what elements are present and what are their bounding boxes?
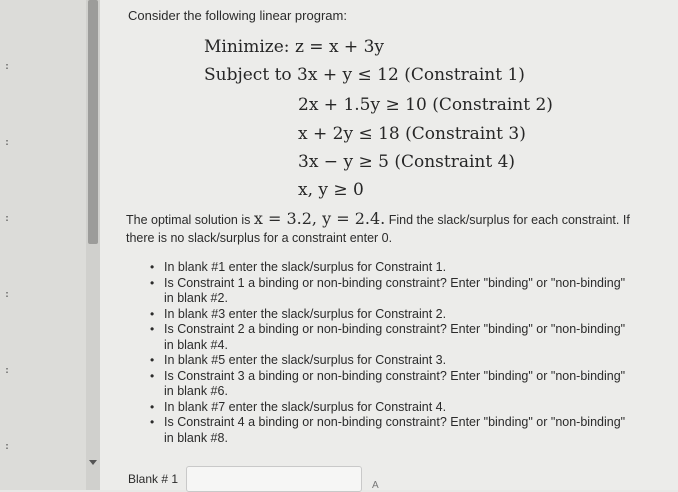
nonnegativity-line <box>298 180 364 200</box>
margin-tick-icon: : <box>4 441 11 452</box>
list-item: • Is Constraint 2 a binding or non-binding constraint? Enter "binding" or "non-binding" in blank #4. <box>148 322 638 353</box>
constraint-name: (Constraint 4) <box>394 152 516 172</box>
constraint-line-3 <box>298 124 526 144</box>
list-item: • Is Constraint 3 a binding or non-binding constraint? Enter "binding" or "non-binding" in blank #6. <box>148 369 638 400</box>
question-intro: Consider the following linear program: <box>128 8 347 23</box>
constraint-name: (Constraint 2) <box>432 95 553 115</box>
constraint-line-1 <box>204 65 525 85</box>
list-item: • In blank #1 enter the slack/surplus for Constraint 1. <box>148 260 638 276</box>
blank-1-label: Blank # 1 <box>128 472 179 486</box>
instruction-list <box>148 260 638 446</box>
constraint-name: (Constraint 1) <box>404 65 525 85</box>
blank-1-input[interactable] <box>186 466 362 492</box>
subject-to-label: Subject to <box>204 65 292 85</box>
left-margin <box>0 0 86 490</box>
list-item: • Is Constraint 4 a binding or non-binding constraint? Enter "binding" or "non-binding" in blank #8. <box>148 415 638 446</box>
constraint-expression: 3x + y ≤ 12 <box>297 65 399 85</box>
objective-label: Minimize: <box>204 37 290 57</box>
constraint-expression: x + 2y ≤ 18 <box>298 124 400 144</box>
list-item: • In blank #5 enter the slack/surplus for Constraint 3. <box>148 353 638 369</box>
margin-tick-icon: : <box>4 61 11 72</box>
optimal-solution-text <box>126 210 636 247</box>
nonnegativity-expression: x, y ≥ 0 <box>298 180 364 200</box>
constraint-name: (Constraint 3) <box>405 124 526 144</box>
objective-line <box>204 37 384 57</box>
margin-tick-icon: : <box>4 289 11 300</box>
constraint-expression: 3x − y ≥ 5 <box>298 152 389 172</box>
scroll-down-arrow-icon[interactable] <box>89 460 97 465</box>
constraint-line-4 <box>298 152 515 172</box>
list-item: • In blank #3 enter the slack/surplus for Constraint 2. <box>148 307 638 323</box>
objective-expression: z = x + 3y <box>294 37 385 57</box>
format-toolbar-icon[interactable]: A <box>372 480 379 491</box>
margin-tick-icon: : <box>4 213 11 224</box>
list-item: • In blank #7 enter the slack/surplus for Constraint 4. <box>148 400 638 416</box>
margin-tick-icon: : <box>4 137 11 148</box>
constraint-line-2 <box>298 95 553 115</box>
optimal-prefix: The optimal solution is <box>126 213 251 227</box>
optimal-instructions: Find the slack/surplus for each constraint. If there is no slack/surplus for a constraint enter 0. <box>126 213 630 245</box>
margin-tick-icon: : <box>4 365 11 376</box>
scrollbar-thumb[interactable] <box>88 0 98 244</box>
list-item: • Is Constraint 1 a binding or non-binding constraint? Enter "binding" or "non-binding" in blank #2. <box>148 276 638 307</box>
optimal-solution: x = 3.2, y = 2.4. <box>253 209 386 228</box>
constraint-expression: 2x + 1.5y ≥ 10 <box>298 95 427 115</box>
